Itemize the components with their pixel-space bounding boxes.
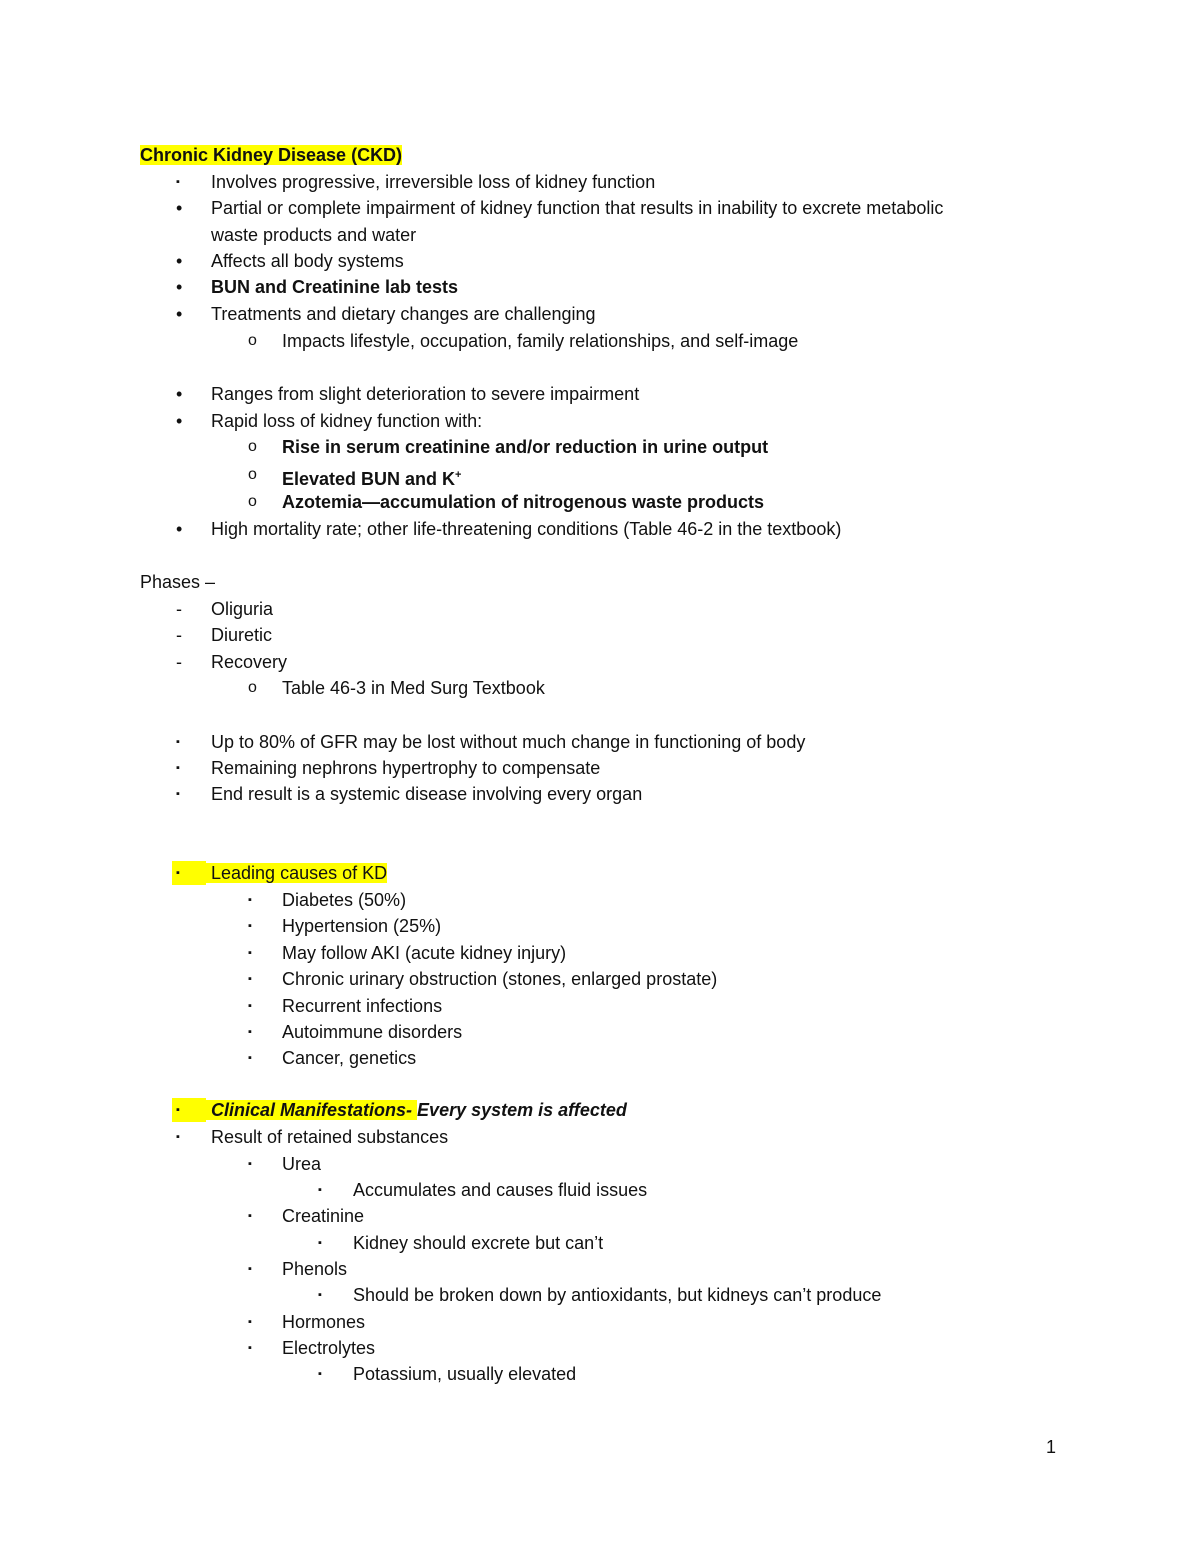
sub-list-item: Hypertension (25%) — [282, 916, 442, 936]
round-bullet-icon: • — [176, 519, 183, 539]
sub-list-item: Autoimmune disorders — [282, 1022, 463, 1042]
square-bullet-icon: ▪ — [176, 788, 180, 800]
round-bullet-icon: • — [176, 411, 183, 431]
title-text: Chronic Kidney Disease (CKD) — [140, 145, 403, 165]
sub-list-item: Azotemia—accumulation of nitrogenous waste products — [282, 492, 765, 512]
circle-bullet-icon: o — [248, 466, 257, 483]
square-bullet-icon: ▪ — [172, 1098, 206, 1122]
square-bullet-icon: ▪ — [172, 861, 206, 885]
phases-heading: Phases – — [140, 572, 216, 592]
square-bullet-icon: ▪ — [248, 1342, 252, 1354]
list-item: Up to 80% of GFR may be lost without much change in functioning of body — [211, 732, 806, 752]
sub-list-item: Impacts lifestyle, occupation, family relationships, and self-image — [282, 331, 799, 351]
sub-list-item-text: Elevated BUN and K — [282, 469, 456, 489]
square-bullet-icon: ▪ — [318, 1368, 322, 1380]
list-item: BUN and Creatinine lab tests — [211, 277, 459, 297]
list-item: Ranges from slight deterioration to severe impairment — [211, 384, 640, 404]
list-item: High mortality rate; other life-threatening conditions (Table 46-2 in the textbook) — [211, 519, 842, 539]
square-bullet-icon: ▪ — [248, 920, 252, 932]
square-bullet-icon: ▪ — [248, 1263, 252, 1275]
round-bullet-icon: • — [176, 277, 183, 297]
list-item: End result is a systemic disease involving every organ — [211, 784, 643, 804]
section-heading-clinical — [202, 1098, 627, 1122]
list-item: Rapid loss of kidney function with: — [211, 411, 483, 431]
round-bullet-icon: • — [176, 384, 183, 404]
sub-list-item — [282, 463, 461, 491]
sub-list-item: Phenols — [282, 1259, 348, 1279]
sub-list-item: Table 46-3 in Med Surg Textbook — [282, 678, 545, 698]
square-bullet-icon: ▪ — [176, 1131, 180, 1143]
page-number: 1 — [1046, 1437, 1057, 1457]
list-item: Treatments and dietary changes are challenging — [211, 304, 596, 324]
causes-heading-text: Leading causes of KD — [202, 863, 387, 883]
sub-list-item: Recurrent infections — [282, 996, 443, 1016]
sub-sub-list-item: Potassium, usually elevated — [353, 1364, 577, 1384]
sub-list-item: May follow AKI (acute kidney injury) — [282, 943, 567, 963]
dash-bullet-icon: - — [176, 599, 182, 619]
square-bullet-icon: ▪ — [176, 176, 180, 188]
sub-sub-list-item: Should be broken down by antioxidants, but kidneys can’t produce — [353, 1285, 882, 1305]
round-bullet-icon: • — [176, 304, 183, 324]
square-bullet-icon: ▪ — [318, 1184, 322, 1196]
phase-item: Recovery — [211, 652, 288, 672]
sub-list-item: Diabetes (50%) — [282, 890, 407, 910]
phase-item: Oliguria — [211, 599, 274, 619]
dash-bullet-icon: - — [176, 652, 182, 672]
circle-bullet-icon: o — [248, 332, 257, 349]
sub-sub-list-item: Kidney should excrete but can’t — [353, 1233, 604, 1253]
list-item: Involves progressive, irreversible loss of kidney function — [211, 172, 656, 192]
square-bullet-icon: ▪ — [318, 1237, 322, 1249]
sub-list-item: Rise in serum creatinine and/or reduction in urine output — [282, 437, 769, 457]
sub-list-item: Cancer, genetics — [282, 1048, 417, 1068]
document-title — [140, 143, 402, 167]
clinical-heading-suffix: Every system is affected — [417, 1100, 627, 1120]
square-bullet-icon: ▪ — [248, 947, 252, 959]
square-bullet-icon: ▪ — [248, 973, 252, 985]
square-bullet-icon: ▪ — [248, 1316, 252, 1328]
round-bullet-icon: • — [176, 251, 183, 271]
square-bullet-icon: ▪ — [318, 1289, 322, 1301]
dash-bullet-icon: - — [176, 625, 182, 645]
list-item-continuation: waste products and water — [211, 225, 417, 245]
phase-item: Diuretic — [211, 625, 273, 645]
list-item: Result of retained substances — [211, 1127, 449, 1147]
list-item: Remaining nephrons hypertrophy to compensate — [211, 758, 601, 778]
square-bullet-icon: ▪ — [248, 1052, 252, 1064]
square-bullet-icon: ▪ — [248, 1158, 252, 1170]
square-bullet-icon: ▪ — [248, 1210, 252, 1222]
sub-list-item: Creatinine — [282, 1206, 365, 1226]
list-item: Affects all body systems — [211, 251, 404, 271]
square-bullet-icon: ▪ — [248, 894, 252, 906]
clinical-heading-text: Clinical Manifestations- — [202, 1100, 417, 1120]
sub-list-item: Chronic urinary obstruction (stones, enlarged prostate) — [282, 969, 718, 989]
sub-list-item: Hormones — [282, 1312, 366, 1332]
superscript: + — [455, 469, 462, 481]
sub-sub-list-item: Accumulates and causes fluid issues — [353, 1180, 648, 1200]
square-bullet-icon: ▪ — [176, 736, 180, 748]
circle-bullet-icon: o — [248, 679, 257, 696]
round-bullet-icon: • — [176, 198, 183, 218]
square-bullet-icon: ▪ — [248, 1026, 252, 1038]
section-heading-causes — [202, 861, 387, 885]
list-item: Partial or complete impairment of kidney function that results in inability to excrete metabolic — [211, 198, 944, 218]
sub-list-item: Electrolytes — [282, 1338, 376, 1358]
square-bullet-icon: ▪ — [248, 1000, 252, 1012]
circle-bullet-icon: o — [248, 438, 257, 455]
circle-bullet-icon: o — [248, 493, 257, 510]
square-bullet-icon: ▪ — [176, 762, 180, 774]
sub-list-item: Urea — [282, 1154, 322, 1174]
